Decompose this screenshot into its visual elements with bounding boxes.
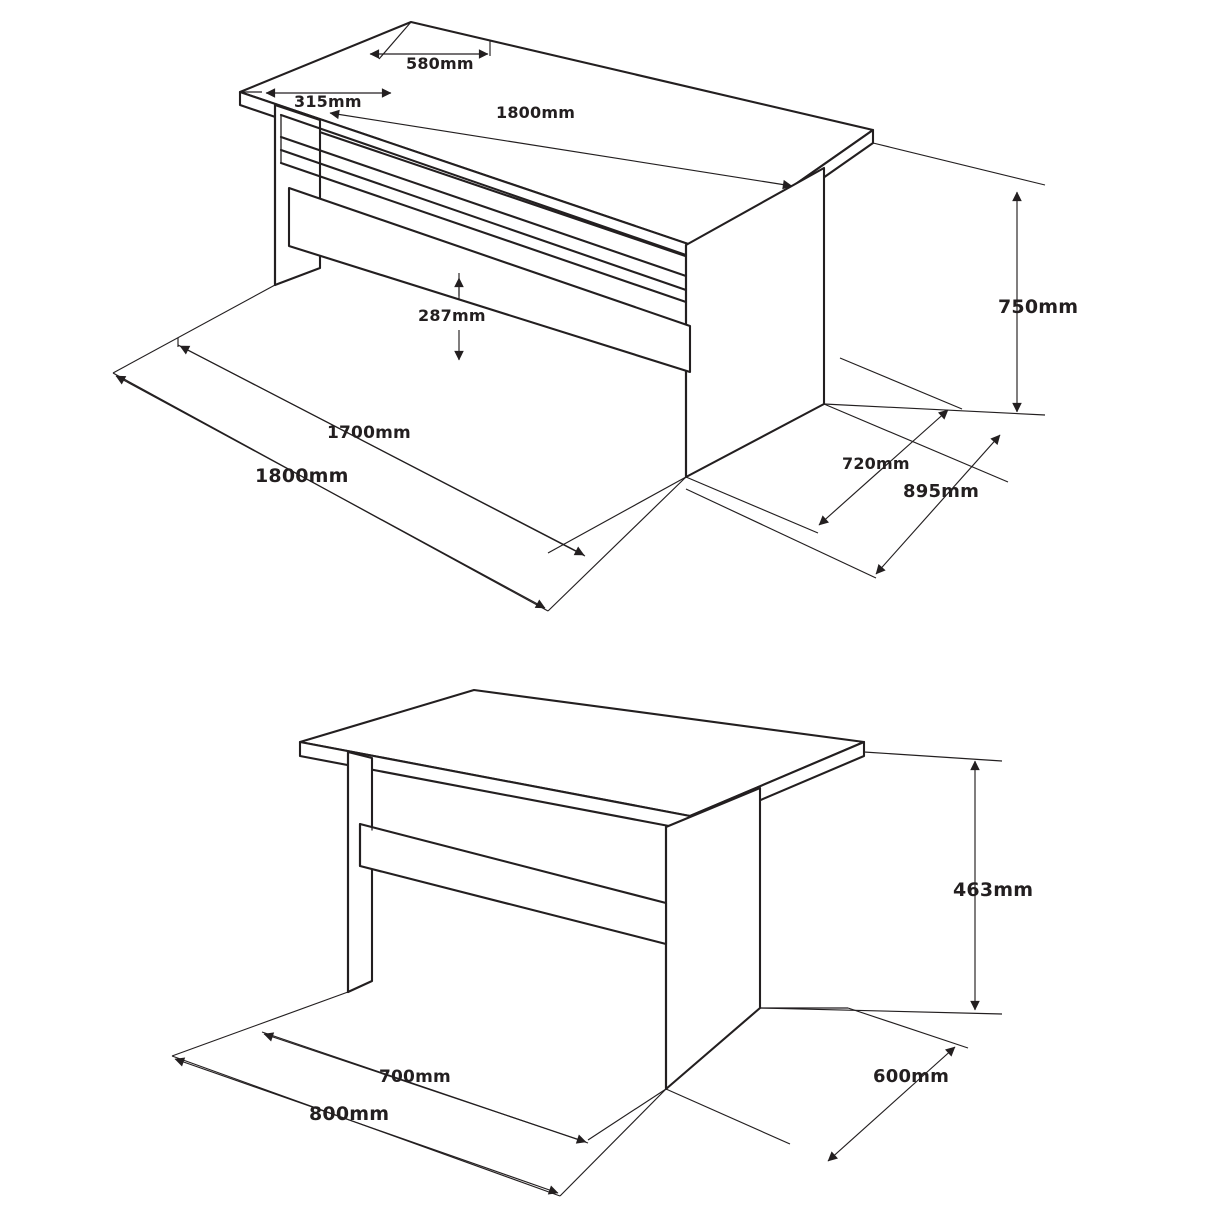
dimension-label-720: 720mm — [842, 454, 910, 473]
table-modesty-panel — [360, 824, 666, 944]
table-floor-right-edge — [588, 1089, 666, 1140]
figure-desk-large — [113, 22, 1045, 611]
table-floor-right-lower — [666, 1089, 790, 1144]
dimension-label-580: 580mm — [406, 54, 474, 73]
dim-line-600 — [828, 1047, 955, 1161]
dimension-label-700: 700mm — [379, 1067, 451, 1087]
dimension-label-1800-top: 1800mm — [496, 103, 576, 122]
dim-line-800 — [175, 1059, 558, 1193]
table-floor-left-front — [172, 992, 348, 1056]
dim-line-700 — [264, 1034, 586, 1142]
floor-right-lower2 — [686, 489, 876, 578]
dimension-label-287: 287mm — [418, 306, 486, 325]
floor-line-left-front — [113, 285, 275, 373]
floor-right-upper — [840, 358, 962, 409]
dimension-label-800: 800mm — [309, 1103, 390, 1125]
floor-line-right-vertical — [548, 477, 686, 553]
table-left-leg-panel — [348, 752, 372, 992]
dim-line-1700 — [180, 346, 584, 555]
dimension-label-1800-floor: 1800mm — [255, 465, 349, 487]
floor-right-lower — [686, 477, 818, 533]
dimension-label-315: 315mm — [294, 92, 362, 111]
dimension-label-600: 600mm — [873, 1066, 950, 1087]
dimension-label-1700: 1700mm — [327, 423, 411, 443]
table-floor-right-edge2 — [560, 1089, 666, 1196]
dimension-label-750: 750mm — [998, 296, 1079, 318]
ext-line-463-bottom — [760, 1008, 1002, 1014]
dimension-label-463: 463mm — [953, 879, 1034, 901]
dim-line-1800-floor — [116, 376, 545, 608]
dimension-label-895: 895mm — [903, 481, 980, 502]
ext-line-750-bottom — [824, 404, 1045, 415]
table-right-leg-panel — [666, 788, 760, 1089]
table-floor-right-upper — [848, 1008, 968, 1048]
figure-side-table — [172, 690, 1002, 1196]
ext-line-463-top — [864, 752, 1002, 761]
floor-line-right-down — [548, 477, 686, 611]
ext-line-750-top — [873, 143, 1045, 185]
